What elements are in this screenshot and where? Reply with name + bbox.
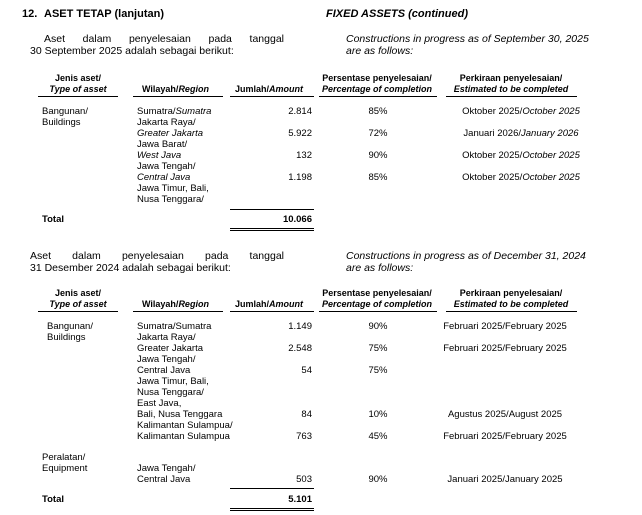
total-amount-2024: 5.101 <box>288 494 312 505</box>
table-row-region: Sumatra/Sumatra <box>137 106 212 117</box>
header-pct-id: Persentase penyelesaian/ <box>322 288 432 298</box>
region-line: Jawa Tengah/ <box>137 354 196 365</box>
region-line: Greater Jakarta <box>137 343 203 354</box>
region-line: Kalimantan Sulampua/ <box>137 420 233 431</box>
header-region-id: Wilayah/ <box>142 299 179 309</box>
intro-2024-id-line1: Aset dalam penyelesaian pada tanggal <box>30 250 284 262</box>
region-line: Jakarta Raya/ <box>137 332 196 343</box>
header-type-id: Jenis aset/ <box>54 288 102 298</box>
table-row-amount: 1.149 <box>288 321 312 332</box>
intro-2024-en-line2: are as follows: <box>346 262 414 274</box>
asset-type-buildings-en: Buildings <box>47 332 86 343</box>
total-label-2025: Total <box>42 214 64 225</box>
region-line: Bali, Nusa Tenggara <box>137 409 223 420</box>
header-region-id: Wilayah/ <box>142 84 179 94</box>
header-amount-en: Amount <box>269 84 304 94</box>
header-est-id: Perkiraan penyelesaian/ <box>459 73 563 83</box>
header-est-en: Estimated to be completed <box>453 84 569 94</box>
table-row-pct: 75% <box>368 343 388 354</box>
table-row-amount: 2.548 <box>288 343 312 354</box>
asset-type-equipment-en: Equipment <box>42 463 88 474</box>
table-row-region: Jawa Barat/ <box>137 139 188 150</box>
table-row-pct: 90% <box>368 150 388 161</box>
asset-type-buildings-id: Bangunan/ <box>42 106 88 117</box>
header-est-id: Perkiraan penyelesaian/ <box>459 288 563 298</box>
region-line: Central Java <box>137 365 191 376</box>
table-row-amount: 503 <box>296 474 312 485</box>
section-number: 12. <box>22 8 38 20</box>
table-row-pct: 75% <box>368 365 388 376</box>
table-row-amount: 132 <box>296 150 312 161</box>
region-extra-line1: Jawa Timur, Bali, <box>137 183 209 194</box>
header-pct-id: Persentase penyelesaian/ <box>322 73 432 83</box>
table-row-amount: 763 <box>296 431 312 442</box>
header-region-en: Region <box>178 299 209 309</box>
header-type-en: Type of asset <box>49 84 107 94</box>
asset-type-buildings-en: Buildings <box>42 117 81 128</box>
table-row-region-en: Greater Jakarta <box>137 128 203 139</box>
intro-2025-en-line2: are as follows: <box>346 45 414 57</box>
header-est-en: Estimated to be completed <box>453 299 569 309</box>
table-row-region: Jawa Tengah/ <box>137 161 196 172</box>
region-line: Kalimantan Sulampua <box>137 431 230 442</box>
table-row-est: Oktober 2025/October 2025 <box>462 106 580 117</box>
table-row-est: Februari 2025/February 2025 <box>443 431 567 442</box>
table-row-pct: 85% <box>368 172 388 183</box>
intro-2025-id-line1: Aset dalam penyelesaian pada tanggal <box>44 33 284 45</box>
table-row-est: Oktober 2025/October 2025 <box>462 172 580 183</box>
header-amount-en: Amount <box>269 299 304 309</box>
total-label-2024: Total <box>42 494 64 505</box>
table-row-amount: 2.814 <box>288 106 312 117</box>
asset-type-buildings-id: Bangunan/ <box>47 321 93 332</box>
table-row-amount: 84 <box>301 409 312 420</box>
table-row-pct: 85% <box>368 106 388 117</box>
table-row-region-en: West Java <box>137 150 182 161</box>
table-row-est: Januari 2025/January 2025 <box>447 474 563 485</box>
table-row-est: Oktober 2025/October 2025 <box>462 150 580 161</box>
table-row-est: Agustus 2025/August 2025 <box>447 409 563 420</box>
table-row-region-en: Central Java <box>137 172 191 183</box>
table-row-pct: 10% <box>368 409 388 420</box>
table-row-region: Jakarta Raya/ <box>137 117 196 128</box>
region-line: Sumatra/Sumatra <box>137 321 212 332</box>
table-row-pct: 90% <box>368 321 388 332</box>
section-title-id: ASET TETAP (lanjutan) <box>44 8 164 20</box>
region-line: Jawa Timur, Bali, <box>137 376 209 387</box>
region-line: East Java, <box>137 398 182 409</box>
region-line: Nusa Tenggara/ <box>137 387 204 398</box>
header-pct-en: Percentage of completion <box>321 84 433 94</box>
table-row-amount: 5.922 <box>288 128 312 139</box>
header-type-en: Type of asset <box>49 299 107 309</box>
intro-2024-en-line1: Constructions in progress as of December 31, 2024 <box>346 250 586 262</box>
table-row-pct: 90% <box>368 474 388 485</box>
header-amount-id: Jumlah/ <box>235 84 270 94</box>
table-row-amount: 1.198 <box>288 172 312 183</box>
table-row-pct: 45% <box>368 431 388 442</box>
intro-2025-id-line2: 30 September 2025 adalah sebagai berikut: <box>30 45 234 57</box>
table-row-pct: 72% <box>368 128 388 139</box>
section-title-en: FIXED ASSETS (continued) <box>326 8 468 20</box>
region-line: Central Java <box>137 474 191 485</box>
table-row-amount: 54 <box>301 365 312 376</box>
asset-type-equipment-id: Peralatan/ <box>42 452 86 463</box>
table-row-est: Februari 2025/February 2025 <box>443 343 567 354</box>
total-amount-2025: 10.066 <box>282 214 312 225</box>
region-line: Jawa Tengah/ <box>137 463 196 474</box>
intro-2024-id-line2: 31 Desember 2024 adalah sebagai berikut: <box>30 262 231 274</box>
table-row-est: Januari 2026/January 2026 <box>463 128 579 139</box>
intro-2025-en-line1: Constructions in progress as of September 30, 2025 <box>346 33 589 45</box>
header-pct-en: Percentage of completion <box>321 299 433 309</box>
header-region-en: Region <box>178 84 209 94</box>
header-amount-id: Jumlah/ <box>235 299 270 309</box>
table-row-est: Februari 2025/February 2025 <box>443 321 567 332</box>
region-extra-line2: Nusa Tenggara/ <box>137 194 204 205</box>
header-type-id: Jenis aset/ <box>54 73 102 83</box>
